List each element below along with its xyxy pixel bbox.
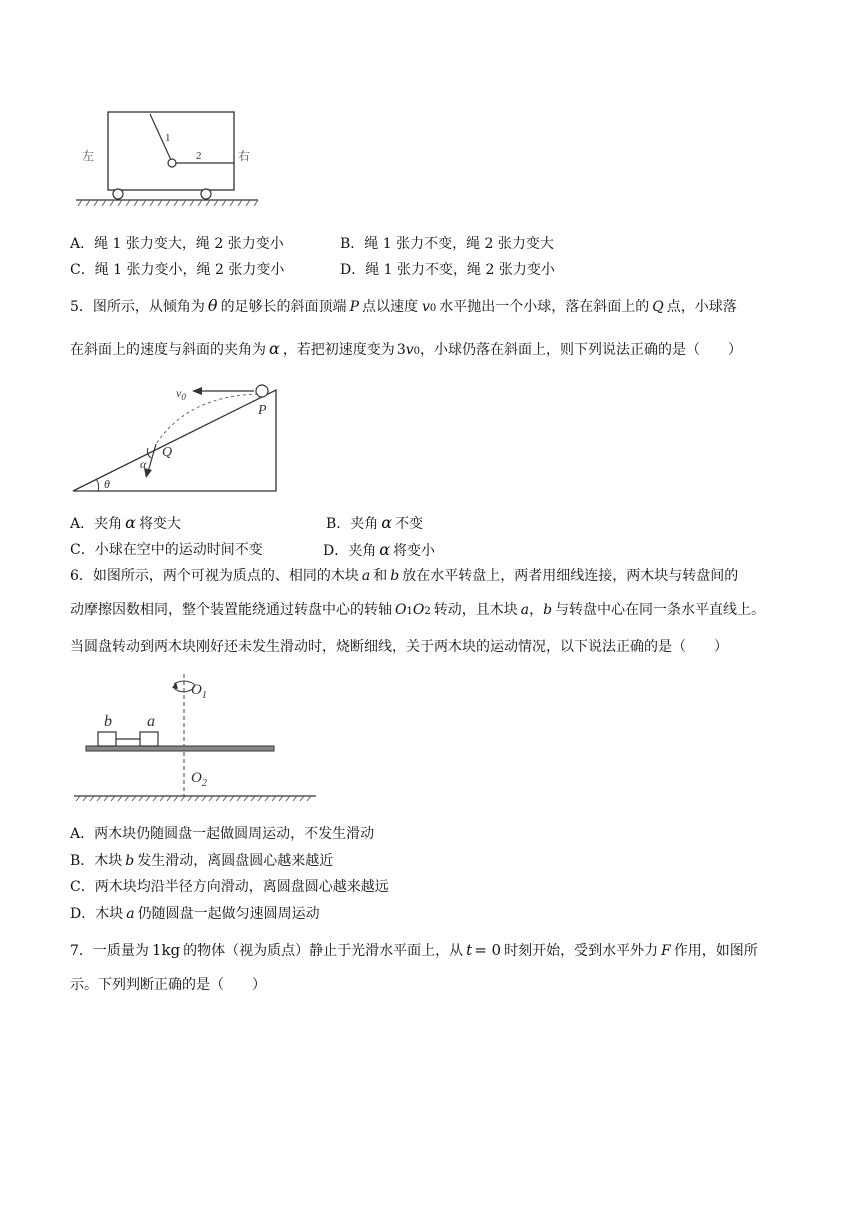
symbol-theta: θ — [207, 296, 218, 315]
q4-option-d: D．绳 1 张力不变，绳 2 张力变小 — [340, 262, 555, 278]
label-p: P — [258, 403, 267, 418]
label-o2: $O_2$ — [191, 770, 207, 789]
label-right: 右 — [238, 149, 251, 163]
q6-option-c: C．两木块均沿半径方向滑动，离圆盘圆心越来越远 — [70, 879, 389, 895]
ball — [168, 159, 176, 167]
symbol-alpha: α — [269, 339, 280, 358]
landing-velocity — [148, 444, 156, 472]
q4-option-a: A．绳 1 张力变大，绳 2 张力变小 — [70, 236, 284, 252]
label-alpha: α — [140, 457, 147, 471]
q5-line-2: 在斜面上的速度与斜面的夹角为 α ，若把初速度变为 3 v 0 ，小球仍落在斜面上，则下列说法正确的是（ ） — [70, 339, 743, 358]
block-b — [98, 732, 116, 746]
q6-option-a: A．两木块仍随圆盘一起做圆周运动，不发生滑动 — [70, 826, 375, 842]
v0-arrowhead — [192, 387, 202, 395]
ground-hatch — [76, 796, 311, 801]
q6-turntable-figure — [70, 672, 330, 806]
q5-option-d: D．夹角 α 将变小 — [323, 540, 436, 559]
block-a — [140, 732, 158, 746]
q5-option-a: A．夹角 α 将变大 — [70, 513, 181, 532]
wheel-right — [201, 189, 211, 199]
label-v0: $v_0$ — [176, 386, 186, 402]
label-theta: θ — [104, 477, 110, 491]
q7-line-1: 7．一质量为 1kg 的物体（视为质点）静止于光滑水平面上，从 t = 0 时刻开始，受到水平外力 F 作用，如图所 — [70, 941, 758, 959]
incline — [73, 390, 276, 491]
label-rope-1: 1 — [165, 132, 171, 144]
q7-line-2: 示。下列判断正确的是（ ） — [70, 977, 266, 993]
q6-line-2: 动摩擦因数相同，整个装置能绕通过转盘中心的转轴 O 1 O 2 转动，且木块 a ， b 与转盘中心在同一条水平直线上。 — [70, 602, 766, 618]
label-o1: $O_1$ — [191, 682, 207, 701]
q6-option-d: D．木块 a 仍随圆盘一起做匀速圆周运动 — [70, 906, 320, 922]
turntable — [86, 746, 274, 751]
q4-option-b: B．绳 1 张力不变，绳 2 张力变大 — [340, 236, 554, 252]
q5-line-1: 5．图所示，从倾角为 θ 的足够长的斜面顶端 P 点以速度 v 0 水平抛出一个小球，落在斜面上的 Q 点，小球落 — [70, 296, 737, 315]
cart-box — [108, 112, 234, 190]
q6-line-1: 6．如图所示，两个可视为质点的、相同的木块 a 和 b 放在水平转盘上，两者用细线连接，两木块与转盘间的 — [70, 568, 739, 584]
ground-hatch — [78, 200, 258, 206]
label-a: a — [147, 713, 155, 730]
q6-option-b: B．木块 b 发生滑动，离圆盘圆心越来越近 — [70, 853, 334, 869]
label-b: b — [104, 713, 112, 730]
label-q: Q — [162, 445, 173, 460]
label-rope-2: 2 — [196, 150, 202, 162]
q4-option-c: C．绳 1 张力变小，绳 2 张力变小 — [70, 262, 285, 278]
label-left: 左 — [82, 149, 95, 163]
q5-option-c: C．小球在空中的运动时间不变 — [70, 542, 263, 558]
ball — [256, 385, 268, 397]
trajectory — [156, 394, 258, 444]
q5-incline-figure — [68, 378, 288, 498]
angle-theta-arc — [96, 479, 99, 491]
wheel-left — [113, 189, 123, 199]
q5-option-b: B．夹角 α 不变 — [326, 513, 424, 532]
q4-cart-figure — [70, 108, 270, 212]
q6-line-3: 当圆盘转动到两木块刚好还未发生滑动时，烧断细线，关于两木块的运动情况，以下说法正确的是（ ） — [70, 639, 728, 655]
